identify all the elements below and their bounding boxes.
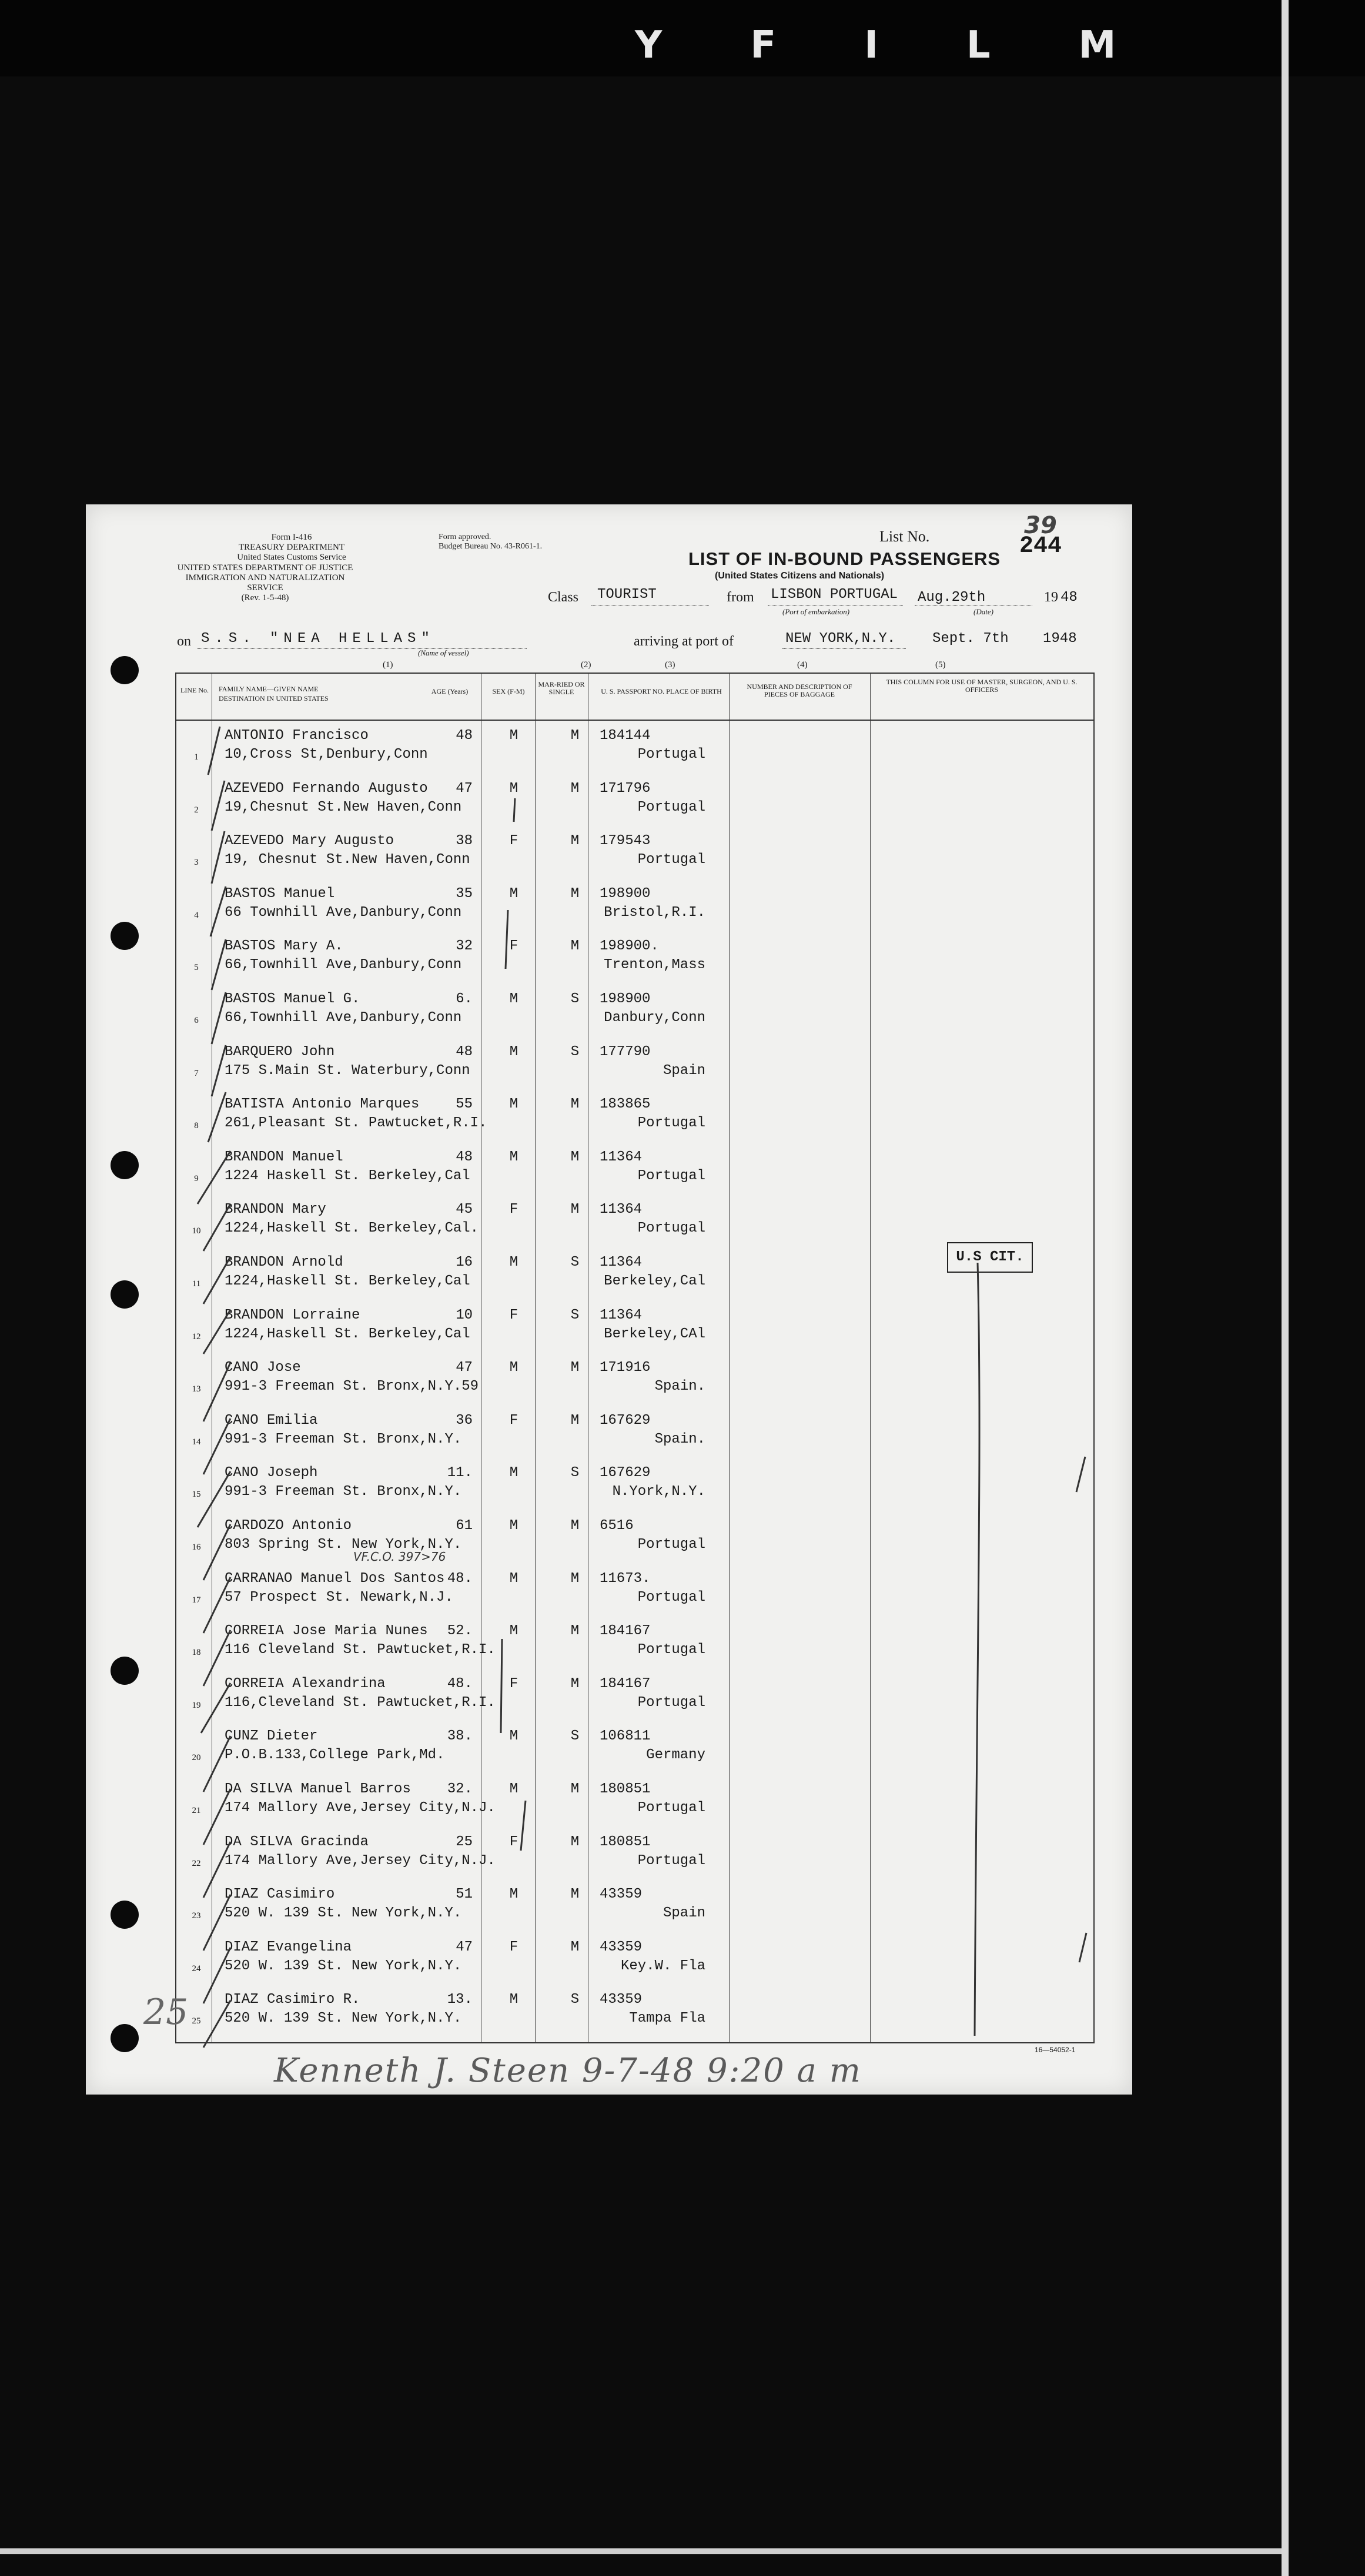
place-of-birth: Berkeley,Cal (604, 1273, 705, 1289)
passport-number: 43359 (600, 1992, 643, 2008)
vertical-tick-line (975, 1263, 979, 2036)
passport-number: 198900. (600, 938, 659, 955)
row-line-number: 19 (192, 1700, 201, 1710)
place-of-birth: Spain (663, 1905, 705, 1922)
passenger-sex: F (509, 1675, 518, 1692)
check-mark (203, 1257, 230, 1304)
embarkation-port: LISBON PORTUGAL (771, 587, 898, 603)
on-label: on (177, 634, 191, 649)
passenger-destination: 1224,Haskell St. Berkeley,Cal (225, 1273, 470, 1289)
check-mark (203, 1363, 230, 1421)
passport-number: 43359 (600, 1939, 643, 1955)
passenger-sex: F (509, 1412, 518, 1428)
row-line-number: 10 (192, 1226, 201, 1236)
passenger-sex: M (509, 885, 518, 902)
check-mark (210, 886, 226, 936)
col-header-baggage: NUMBER AND DESCRIPTION OF PIECES OF BAGGAGE (747, 683, 852, 698)
passenger-sex: M (509, 1254, 518, 1270)
passenger-age: 11. (447, 1465, 473, 1481)
check-mark (212, 831, 225, 884)
row-line-number: 8 (194, 1121, 199, 1131)
passport-number: 171796 (600, 780, 651, 797)
passenger-destination: 19, Chesnut St.New Haven,Conn (225, 852, 470, 868)
passenger-name: CUNZ Dieter (225, 1728, 318, 1745)
passenger-age: 47 (456, 780, 473, 797)
row-line-number: 15 (192, 1490, 201, 1500)
check-mark (203, 1524, 230, 1580)
passenger-destination: 66,Townhill Ave,Danbury,Conn (225, 1010, 462, 1026)
passenger-marital-status: M (570, 728, 580, 744)
passenger-age: 55 (456, 1096, 473, 1113)
place-of-birth: Portugal (637, 1220, 705, 1237)
passenger-age: 38 (456, 833, 473, 849)
arrival-date: Sept. 7th (932, 631, 1009, 647)
passenger-age: 51 (456, 1886, 473, 1903)
passenger-destination: 520 W. 139 St. New York,N.Y. (225, 1958, 462, 1974)
film-strip-label: YFILM (635, 24, 1205, 67)
passenger-sex: M (509, 1623, 518, 1640)
row-line-number: 14 (192, 1437, 201, 1447)
footer-code: 16—54052-1 (1035, 2046, 1076, 2054)
passenger-age: 48 (456, 1043, 473, 1060)
passenger-age: 36 (456, 1412, 473, 1428)
passport-number: 179543 (600, 833, 651, 849)
passport-number: 171916 (600, 1360, 651, 1376)
passenger-marital-status: S (570, 1465, 580, 1481)
passenger-name: CARRANAO Manuel Dos Santos (225, 1570, 445, 1587)
passenger-age: 16 (456, 1254, 473, 1270)
place-of-birth: Portugal (637, 1852, 705, 1869)
vessel-caption: (Name of vessel) (418, 648, 469, 657)
passenger-age: 35 (456, 885, 473, 902)
place-of-birth: Portugal (637, 1115, 705, 1132)
passenger-age: 13. (447, 1992, 473, 2008)
justice-block: UNITED STATES DEPARTMENT OF JUSTICE IMMIGRATION AND NATURALIZATION SERVICE (Rev. 1-5-48) (177, 563, 353, 603)
check-mark (212, 992, 226, 1044)
passenger-destination: 520 W. 139 St. New York,N.Y. (225, 1905, 462, 1922)
arriving-label: arriving at port of (634, 634, 734, 649)
list-no-typed: 244 (1019, 533, 1062, 560)
place-of-birth: Danbury,Conn (604, 1010, 705, 1026)
passenger-age: 48 (456, 1149, 473, 1165)
passenger-marital-status: M (570, 1834, 580, 1850)
passenger-marital-status: M (570, 833, 580, 849)
passenger-name: CORREIA Alexandrina (225, 1675, 386, 1692)
passenger-name: CANO Jose (225, 1360, 301, 1376)
place-of-birth: Spain (663, 1062, 705, 1079)
passenger-destination: 66,Townhill Ave,Danbury,Conn (225, 957, 462, 973)
check-mark (203, 1419, 230, 1474)
passenger-name: CARDOZO Antonio (225, 1518, 352, 1534)
form-subtitle: (United States Citizens and Nationals) (715, 571, 885, 581)
col-number-1: (1) (383, 660, 393, 670)
passenger-name: CANO Emilia (225, 1412, 318, 1428)
row-line-number: 9 (194, 1173, 199, 1183)
passport-number: 167629 (600, 1412, 651, 1428)
row-line-number: 4 (194, 910, 199, 920)
passport-number: 183865 (600, 1096, 651, 1113)
row-line-number: 24 (192, 1963, 201, 1973)
passenger-destination: 1224 Haskell St. Berkeley,Cal (225, 1167, 470, 1184)
check-mark (203, 1204, 230, 1251)
passenger-name: DA SILVA Gracinda (225, 1834, 369, 1850)
check-mark (208, 1092, 226, 1142)
passenger-name: CORREIA Jose Maria Nunes (225, 1623, 428, 1640)
date-caption: (Date) (973, 607, 993, 616)
arrival-port: NEW YORK,N.Y. (785, 631, 896, 647)
passport-number: 167629 (600, 1465, 651, 1481)
passenger-sex: M (509, 1570, 518, 1587)
inspector-signature: Kenneth J. Steen 9-7-48 9:20 a m (274, 2052, 862, 2090)
check-mark (203, 1948, 230, 2003)
passenger-marital-status: S (570, 1307, 580, 1323)
list-no-label: List No. (879, 528, 930, 545)
passenger-age: 38. (447, 1728, 473, 1745)
passenger-sex: F (509, 1307, 518, 1323)
check-mark (203, 1842, 230, 1898)
col-number-2: (2) (581, 660, 591, 670)
passenger-marital-status: M (570, 1149, 580, 1165)
passenger-age: 48. (447, 1675, 473, 1692)
passenger-age: 10 (456, 1307, 473, 1323)
passenger-marital-status: M (570, 885, 580, 902)
passenger-sex: M (509, 1518, 518, 1534)
passenger-sex: M (509, 1465, 518, 1481)
passport-number: 11364 (600, 1149, 643, 1165)
check-mark (208, 727, 220, 775)
passenger-name: DIAZ Evangelina (225, 1939, 352, 1955)
passenger-destination: 991-3 Freeman St. Bronx,N.Y. (225, 1431, 462, 1447)
passenger-marital-status: M (570, 780, 580, 797)
arrival-year: 1948 (1043, 631, 1077, 647)
passport-number: 106811 (600, 1728, 651, 1745)
place-of-birth: Trenton,Mass (604, 957, 705, 973)
form-id-block: Form I-416 TREASURY DEPARTMENT United States Customs Service (237, 533, 346, 562)
passenger-destination: 66 Townhill Ave,Danbury,Conn (225, 904, 462, 921)
passport-number: 184144 (600, 728, 651, 744)
passenger-marital-status: M (570, 1360, 580, 1376)
passenger-sex: M (509, 1886, 518, 1903)
check-mark (203, 1577, 230, 1633)
passport-number: 184167 (600, 1623, 651, 1640)
passenger-destination: 261,Pleasant St. Pawtucket,R.I. (225, 1115, 487, 1132)
check-mark (212, 939, 226, 990)
col-header-destination: DESTINATION IN UNITED STATES (219, 694, 329, 702)
passenger-sex: M (509, 1728, 518, 1745)
passport-number: 177790 (600, 1043, 651, 1060)
row-line-number: 1 (194, 752, 199, 762)
embarkation-date: Aug.29th (918, 590, 986, 605)
place-of-birth: Portugal (637, 1800, 705, 1816)
place-of-birth: Key.W. Fla (620, 1958, 705, 1974)
passenger-name: AZEVEDO Mary Augusto (225, 833, 394, 849)
margin-tick (1076, 1457, 1085, 1492)
row-line-number: 2 (194, 805, 199, 815)
check-mark (203, 1736, 230, 1792)
passenger-destination: 803 Spring St. New York,N.Y. (225, 1537, 462, 1553)
passenger-destination: 174 Mallory Ave,Jersey City,N.J. (225, 1852, 496, 1869)
bracket-line (506, 910, 508, 969)
passenger-marital-status: M (570, 1518, 580, 1534)
passport-number: 180851 (600, 1834, 651, 1850)
passport-number: 11364 (600, 1254, 643, 1270)
passenger-destination: 174 Mallory Ave,Jersey City,N.J. (225, 1800, 496, 1816)
passenger-name: BRANDON Arnold (225, 1254, 343, 1270)
col-number-3: (3) (665, 660, 675, 670)
passenger-age: 32 (456, 938, 473, 955)
col-header-line-no: LINE No. (180, 686, 209, 694)
place-of-birth: Portugal (637, 747, 705, 762)
col-header-officers: THIS COLUMN FOR USE OF MASTER, SURGEON, AND U. S. OFFICERS (886, 678, 1078, 694)
passenger-marital-status: M (570, 1623, 580, 1640)
place-of-birth: Portugal (637, 852, 705, 868)
passenger-destination: 116,Cleveland St. Pawtucket,R.I. (225, 1694, 496, 1711)
row-line-number: 6 (194, 1016, 199, 1025)
manifest-sheet (86, 504, 1132, 2095)
row-line-number: 22 (192, 1858, 201, 1868)
passenger-marital-status: M (570, 1939, 580, 1955)
row-line-number: 25 (192, 2016, 201, 2026)
passenger-sex: M (509, 1992, 518, 2008)
passport-number: 11364 (600, 1307, 643, 1323)
passenger-sex: F (509, 833, 518, 849)
passenger-sex: M (509, 728, 518, 744)
passenger-name: BASTOS Manuel G. (225, 991, 360, 1007)
passenger-name: BRANDON Mary (225, 1202, 326, 1218)
passenger-marital-status: S (570, 1992, 580, 2008)
passenger-destination: 1224,Haskell St. Berkeley,Cal. (225, 1220, 479, 1237)
passenger-age: 47 (456, 1939, 473, 1955)
year-prefix: 19 (1044, 590, 1058, 605)
class-label: Class (548, 590, 579, 605)
col-header-passport: U. S. PASSPORT NO. PLACE OF BIRTH (601, 687, 722, 695)
check-mark (203, 1789, 230, 1845)
approval-block: Form approved. Budget Bureau No. 43-R061-1. (439, 533, 543, 551)
passenger-sex: M (509, 1781, 518, 1797)
place-of-birth: Portugal (637, 1167, 705, 1184)
passenger-sex: M (509, 991, 518, 1007)
passenger-destination: 520 W. 139 St. New York,N.Y. (225, 2010, 462, 2027)
passenger-destination: 10,Cross St,Denbury,Conn (225, 747, 428, 762)
passenger-age: 48. (447, 1570, 473, 1587)
passenger-marital-status: M (570, 938, 580, 955)
passenger-destination: 1224,Haskell St. Berkeley,Cal (225, 1326, 470, 1342)
row-line-number: 7 (194, 1068, 199, 1078)
place-of-birth: Tampa Fla (629, 2010, 705, 2027)
passenger-age: 61 (456, 1518, 473, 1534)
passenger-marital-status: M (570, 1096, 580, 1113)
passenger-sex: F (509, 1834, 518, 1850)
passport-number: 184167 (600, 1675, 651, 1692)
bracket-line (514, 798, 515, 822)
passenger-marital-status: M (570, 1781, 580, 1797)
vessel-name: S.S. "NEA HELLAS" (201, 631, 435, 647)
check-mark (203, 1895, 230, 1951)
passenger-destination: 116 Cleveland St. Pawtucket,R.I. (225, 1642, 496, 1658)
check-mark (203, 1310, 230, 1354)
film-bottom-edge (0, 2548, 1282, 2554)
check-mark (212, 781, 225, 831)
col-number-5: (5) (935, 660, 946, 670)
row16-handwritten-note: VF.C.O. 397>76 (353, 1550, 446, 1564)
passport-number: 198900 (600, 991, 651, 1007)
list-no-handwritten: 39 (1024, 512, 1057, 539)
passenger-marital-status: M (570, 1570, 580, 1587)
passenger-destination: 991-3 Freeman St. Bronx,N.Y. (225, 1484, 462, 1500)
passenger-destination: 57 Prospect St. Newark,N.J. (225, 1589, 453, 1605)
passport-number: 6516 (600, 1518, 634, 1534)
passenger-sex: M (509, 780, 518, 797)
passenger-age: 45 (456, 1202, 473, 1218)
passport-number: 198900 (600, 885, 651, 902)
check-mark (198, 1471, 230, 1527)
check-mark (212, 1045, 226, 1096)
passport-number: 43359 (600, 1886, 643, 1903)
passenger-destination: 991-3 Freeman St. Bronx,N.Y.59 (225, 1379, 479, 1395)
passenger-age: 48 (456, 728, 473, 744)
col-header-name: FAMILY NAME—GIVEN NAME (219, 685, 319, 693)
passenger-name: DIAZ Casimiro (225, 1886, 335, 1903)
passenger-age: 52. (447, 1623, 473, 1640)
row-line-number: 23 (192, 1911, 201, 1921)
row-line-number: 3 (194, 858, 199, 868)
passenger-sex: F (509, 1939, 518, 1955)
place-of-birth: Spain. (654, 1379, 705, 1395)
passenger-marital-status: S (570, 1043, 580, 1060)
passenger-name: ANTONIO Francisco (225, 728, 369, 744)
place-of-birth: Portugal (637, 799, 705, 815)
port-embark-caption: (Port of embarkation) (782, 607, 850, 616)
passenger-name: BASTOS Manuel (225, 885, 335, 902)
passenger-marital-status: S (570, 1728, 580, 1745)
place-of-birth: N.York,N.Y. (612, 1484, 705, 1500)
passenger-age: 47 (456, 1360, 473, 1376)
passenger-name: BATISTA Antonio Marques (225, 1096, 420, 1113)
col-header-married: MAR-RIED OR SINGLE (538, 680, 585, 696)
passenger-age: 25 (456, 1834, 473, 1850)
film-edge (0, 0, 1365, 76)
passenger-sex: M (509, 1360, 518, 1376)
passenger-age: 32. (447, 1781, 473, 1797)
place-of-birth: Bristol,R.I. (604, 904, 705, 921)
margin-tick (1079, 1933, 1086, 1962)
bracket-line (521, 1801, 526, 1851)
place-of-birth: Portugal (637, 1694, 705, 1711)
row-line-number: 11 (192, 1279, 201, 1289)
row-line-number: 21 (192, 1806, 201, 1815)
passport-number: 180851 (600, 1781, 651, 1797)
row-line-number: 17 (192, 1595, 201, 1605)
passenger-destination: P.O.B.133,College Park,Md. (225, 1747, 445, 1764)
place-of-birth: Berkeley,CAl (604, 1326, 705, 1342)
check-mark (203, 1630, 230, 1686)
bracket-line (501, 1639, 502, 1733)
check-mark (203, 2000, 230, 2048)
class-value: TOURIST (597, 587, 657, 603)
row-line-number: 5 (194, 963, 199, 973)
passenger-sex: F (509, 1202, 518, 1218)
passport-number: 11673. (600, 1570, 651, 1587)
passenger-name: CANO Joseph (225, 1465, 318, 1481)
row-line-number: 18 (192, 1648, 201, 1658)
passenger-destination: 19,Chesnut St.New Haven,Conn (225, 799, 462, 815)
place-of-birth: Germany (646, 1747, 705, 1764)
check-mark (201, 1683, 230, 1733)
passenger-name: AZEVEDO Fernando Augusto (225, 780, 428, 797)
passenger-age: 6. (456, 991, 473, 1007)
place-of-birth: Portugal (637, 1642, 705, 1658)
place-of-birth: Portugal (637, 1589, 705, 1605)
row-line-number: 16 (192, 1543, 201, 1552)
passenger-sex: F (509, 938, 518, 955)
passenger-name: BARQUERO John (225, 1043, 335, 1060)
col-header-sex: SEX (F-M) (492, 687, 525, 695)
embarkation-year: 48 (1060, 590, 1078, 605)
passport-number: 11364 (600, 1202, 643, 1218)
passenger-marital-status: S (570, 1254, 580, 1270)
passenger-marital-status: M (570, 1675, 580, 1692)
margin-count: 25 (143, 1992, 189, 2033)
place-of-birth: Portugal (637, 1537, 705, 1553)
from-label: from (727, 590, 754, 605)
passenger-sex: M (509, 1149, 518, 1165)
passenger-marital-status: M (570, 1202, 580, 1218)
passenger-name: DIAZ Casimiro R. (225, 1992, 360, 2008)
passenger-sex: M (509, 1043, 518, 1060)
passenger-sex: M (509, 1096, 518, 1113)
row-line-number: 12 (192, 1332, 201, 1341)
passenger-name: BRANDON Manuel (225, 1149, 343, 1165)
check-mark (198, 1151, 230, 1204)
passenger-name: BASTOS Mary A. (225, 938, 343, 955)
place-of-birth: Spain. (654, 1431, 705, 1447)
col-number-4: (4) (797, 660, 808, 670)
row-line-number: 20 (192, 1753, 201, 1763)
film-right-edge (1282, 0, 1289, 2576)
passenger-marital-status: M (570, 1412, 580, 1428)
handwritten-check-marks (86, 504, 1132, 2095)
passenger-marital-status: M (570, 1886, 580, 1903)
passenger-destination: 175 S.Main St. Waterbury,Conn (225, 1062, 470, 1079)
form-title: LIST OF IN-BOUND PASSENGERS (688, 548, 1001, 569)
col-header-age: AGE (Years) (431, 687, 469, 695)
passenger-marital-status: S (570, 991, 580, 1007)
passenger-name: BRANDON Lorraine (225, 1307, 360, 1323)
row-line-number: 13 (192, 1384, 201, 1394)
passenger-name: DA SILVA Manuel Barros (225, 1781, 411, 1797)
us-citizen-stamp: U.S CIT. (947, 1242, 1033, 1273)
